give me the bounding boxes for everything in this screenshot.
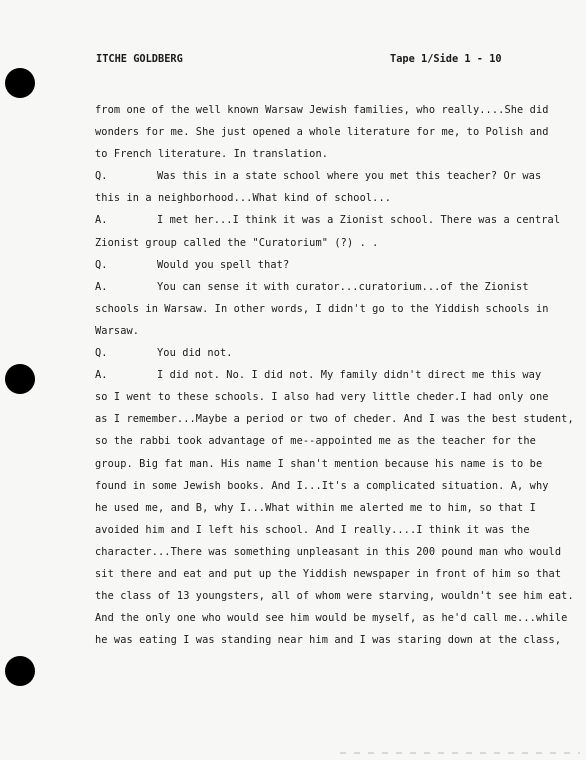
- line-text: Was this in a state school where you met this teacher? Or was: [157, 170, 542, 183]
- line-text: You can sense it with curator...curatorium...of the Zionist: [157, 280, 529, 293]
- line-text: You did not.: [157, 347, 233, 360]
- line-text: found in some Jewish books. And I...It's a complicated situation. A, why: [95, 479, 549, 492]
- transcript-line: [95, 607, 568, 629]
- speaker-label: Q.: [95, 258, 108, 271]
- line-text: sit there and eat and put up the Yiddish newspaper in front of him so that: [95, 567, 562, 580]
- speaker-label: A.: [95, 214, 108, 227]
- transcript-line: [95, 320, 555, 342]
- line-text: group. Big fat man. His name I shan't mention because his name is to be: [95, 457, 543, 470]
- punch-hole: [5, 68, 35, 98]
- line-text: as I remember...Maybe a period or two of cheder. And I was the best student,: [95, 413, 574, 426]
- speaker-label: A.: [95, 369, 108, 382]
- transcript-line: [95, 475, 555, 497]
- transcript-line: [95, 99, 555, 121]
- transcript-body: [95, 99, 574, 651]
- transcript-line: [95, 497, 555, 519]
- transcript-line: [95, 143, 555, 165]
- scan-artifact: [340, 752, 580, 754]
- transcript-line: [95, 209, 561, 231]
- transcript-line: [95, 187, 555, 209]
- line-text: Warsaw.: [95, 324, 140, 337]
- line-text: the class of 13 youngsters, all of whom were starving, wouldn't see him eat.: [95, 590, 574, 603]
- transcript-line: [95, 276, 555, 298]
- transcript-line: [95, 629, 562, 651]
- transcript-line: [95, 232, 555, 254]
- line-text: character...There was something unpleasant in this 200 pound man who would: [95, 545, 562, 558]
- transcript-line: [95, 430, 555, 452]
- line-text: so I went to these schools. I also had very little cheder.I had only one: [95, 391, 549, 404]
- transcript-line: [95, 121, 555, 143]
- line-text: And the only one who would see him would be myself, as he'd call me...while: [95, 612, 568, 625]
- line-text: this in a neighborhood...What kind of school...: [95, 192, 392, 205]
- line-text: so the rabbi took advantage of me--appointed me as the teacher for the: [95, 435, 536, 448]
- line-text: avoided him and I left his school. And I really....I think it was the: [95, 523, 530, 536]
- tape-side-page: Tape 1/Side 1 - 10: [390, 53, 502, 65]
- transcript-line: [95, 541, 562, 563]
- transcript-line: [95, 298, 555, 320]
- interviewee-name: ITCHE GOLDBERG: [96, 53, 183, 65]
- transcript-line: [95, 453, 555, 475]
- line-text: Zionist group called the "Curatorium" (?) . .: [95, 236, 379, 249]
- transcript-line: [95, 563, 562, 585]
- line-text: he used me, and B, why I...What within me alerted me to him, so that I: [95, 501, 536, 514]
- line-text: I did not. No. I did not. My family didn't direct me this way: [157, 369, 542, 382]
- transcript-line: [95, 165, 555, 187]
- line-text: schools in Warsaw. In other words, I didn't go to the Yiddish schools in: [95, 302, 549, 315]
- line-text: to French literature. In translation.: [95, 148, 329, 161]
- speaker-label: Q.: [95, 347, 108, 360]
- transcript-line: [95, 585, 574, 607]
- punch-hole: [5, 364, 35, 394]
- line-text: from one of the well known Warsaw Jewish families, who really....She did: [95, 104, 549, 116]
- transcript-line: [95, 386, 555, 408]
- line-text: I met her...I think it was a Zionist school. There was a central: [157, 214, 561, 227]
- line-text: he was eating I was standing near him and I was staring down at the class,: [95, 634, 562, 647]
- transcript-line: [95, 519, 555, 541]
- transcript-line: [95, 254, 555, 276]
- transcript-line: [95, 342, 555, 364]
- speaker-label: Q.: [95, 170, 108, 183]
- transcript-line: [95, 364, 555, 386]
- speaker-label: A.: [95, 280, 108, 293]
- transcript-line: [95, 408, 574, 430]
- line-text: Would you spell that?: [157, 258, 290, 271]
- punch-hole: [5, 656, 35, 686]
- line-text: wonders for me. She just opened a whole literature for me, to Polish and: [95, 126, 549, 139]
